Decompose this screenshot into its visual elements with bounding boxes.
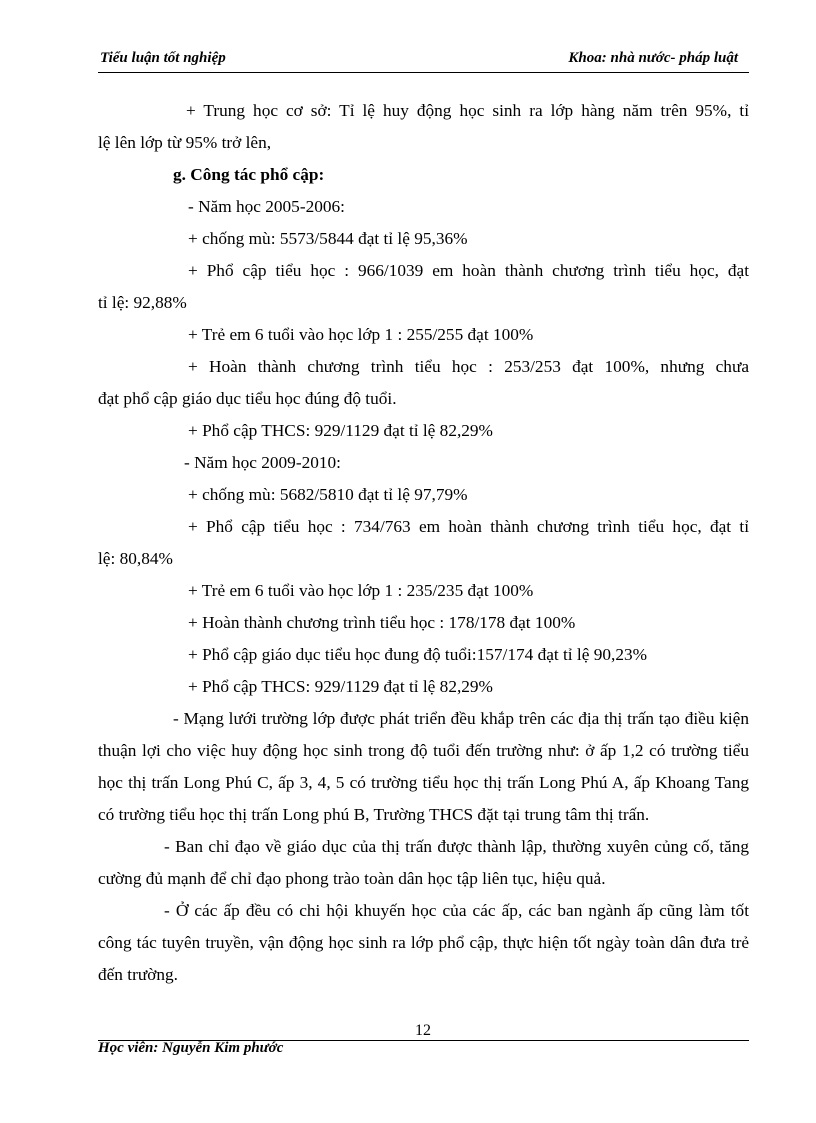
paragraph-line: tỉ lệ: 92,88% [98, 293, 187, 312]
paragraph: - Ở các ấp đều có chi hội khuyến học của các ấp, các ban ngành ấp cũng làm tốt công tác tuyên truyền, vận động học sinh ra lớp phổ cập, thực hiện tốt ngày toàn dân đưa trẻ đến trường. [98, 901, 749, 984]
paragraph-line: lệ lên lớp từ 95% trở lên, [98, 133, 272, 152]
paragraph [98, 511, 749, 575]
paragraph [98, 95, 749, 159]
paragraph: + chống mù: 5682/5810 đạt tỉ lệ 97,79% [188, 485, 468, 504]
page-header [98, 47, 738, 71]
header-title: Tiểu luận tốt nghiệp [100, 50, 226, 66]
page-number: 12 [415, 1022, 431, 1039]
paragraph-line: + Hoàn thành chương trình tiểu học : 253/253 đạt 100%, nhưng chưa [188, 357, 749, 376]
section-heading: g. Công tác phổ cập: [173, 165, 325, 184]
document-body [98, 95, 749, 991]
paragraph: + Hoàn thành chương trình tiểu học : 178/178 đạt 100% [188, 613, 576, 632]
header-divider [98, 72, 749, 73]
paragraph [98, 255, 749, 319]
paragraph: + Phổ cập giáo dục tiểu học đung độ tuổi:157/174 đạt tỉ lệ 90,23% [188, 645, 647, 664]
footer-author: Học viên: Nguyễn Kim phước [98, 1040, 284, 1056]
paragraph: + Phổ cập THCS: 929/1129 đạt tỉ lệ 82,29% [188, 677, 493, 696]
paragraph: + Trẻ em 6 tuổi vào học lớp 1 : 235/235 đạt 100% [188, 581, 534, 600]
header-faculty: Khoa: nhà nước- pháp luật [568, 50, 738, 66]
paragraph-line: + Phổ cập tiểu học : 966/1039 em hoàn thành chương trình tiểu học, đạt [188, 261, 749, 280]
paragraph: - Năm học 2009-2010: [184, 453, 341, 472]
paragraph [98, 351, 749, 415]
paragraph-line: + Phổ cập tiểu học : 734/763 em hoàn thành chương trình tiểu học, đạt tỉ [188, 517, 749, 536]
paragraph: + chống mù: 5573/5844 đạt tỉ lệ 95,36% [188, 229, 468, 248]
paragraph: - Mạng lưới trường lớp được phát triển đều khắp trên các địa thị trấn tạo điều kiện thuận lợi cho việc huy động học sinh trong độ tuổi đến trường như: ở ấp 1,2 có trường tiểu học thị trấn Long Phú C, ấp 3, 4, 5 có trường tiểu học thị trấn Long Phú A, ấp Khoang Tang có trường tiểu học thị trấn Long phú B, Trường THCS đặt tại trung tâm thị trấn. [98, 709, 749, 824]
paragraph: - Ban chỉ đạo về giáo dục của thị trấn được thành lập, thường xuyên củng cố, tăng cường đủ mạnh để chỉ đạo phong trào toàn dân học tập liên tục, hiệu quả. [98, 837, 749, 888]
paragraph-line: lệ: 80,84% [98, 549, 173, 568]
paragraph-line: đạt phổ cập giáo dục tiểu học đúng độ tuổi. [98, 389, 397, 408]
paragraph: + Trẻ em 6 tuổi vào học lớp 1 : 255/255 đạt 100% [188, 325, 534, 344]
paragraph-line: + Trung học cơ sở: Tỉ lệ huy động học sinh ra lớp hàng năm trên 95%, tỉ [186, 101, 749, 120]
paragraph: - Năm học 2005-2006: [188, 197, 345, 216]
paragraph: + Phổ cập THCS: 929/1129 đạt tỉ lệ 82,29% [188, 421, 493, 440]
